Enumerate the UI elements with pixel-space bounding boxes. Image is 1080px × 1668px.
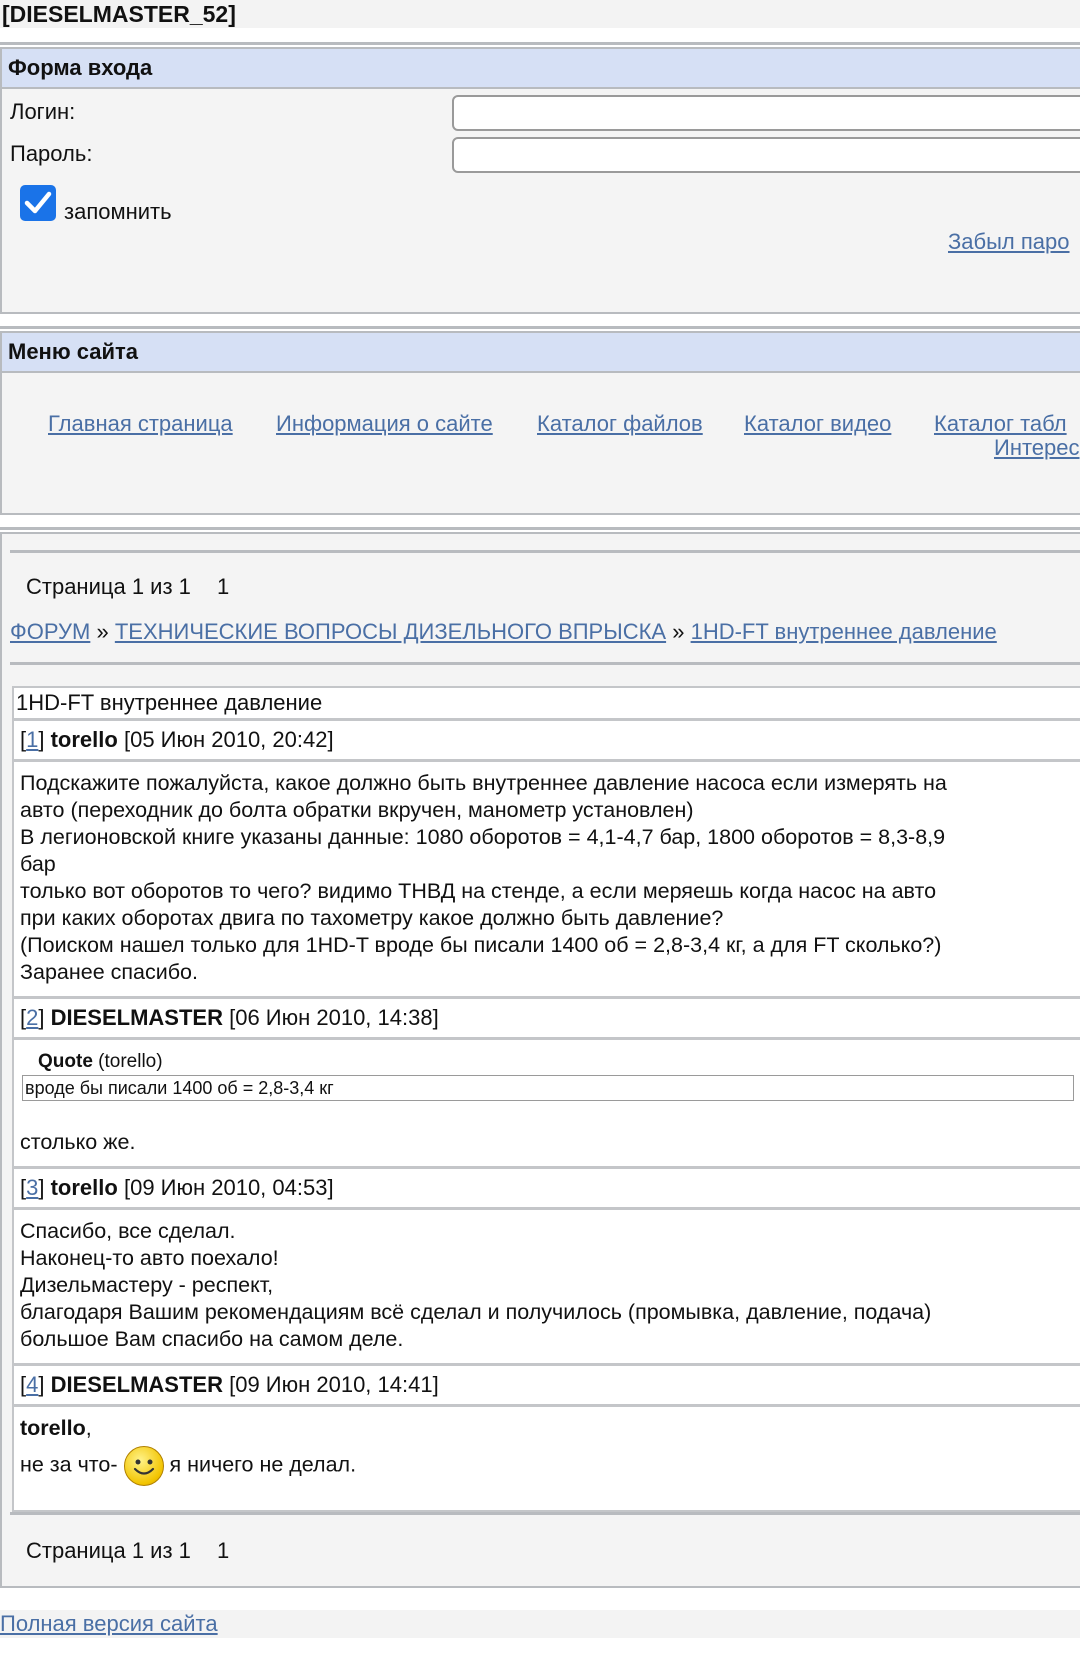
smiley-icon [124,1446,164,1486]
post-author: DIESELMASTER [50,1005,223,1030]
menu-item-video[interactable]: Каталог видео [744,411,892,436]
post-line: авто (переходник до болта обратки вкручен, манометр установлен) [20,798,694,822]
breadcrumb-separator: » [96,619,109,644]
login-block [0,47,1080,314]
divider [0,42,1080,45]
post-author: torello [50,727,118,752]
login-block-header: Форма входа [2,49,1080,89]
pager-top [26,574,229,600]
divider [0,326,1080,329]
breadcrumb [10,619,997,645]
divider [10,662,1080,665]
checkmark-icon [24,190,52,216]
pager-page: 1 [217,1538,230,1563]
post-body [14,1040,1080,1169]
pager-text: Страница 1 из 1 [26,574,191,599]
post-date: [05 Июн 2010, 20:42] [123,727,334,752]
post-header: [4] DIESELMASTER [09 Июн 2010, 14:41] [14,1366,1080,1407]
password-input[interactable] [452,137,1080,173]
post-author: torello [50,1175,118,1200]
menu-item-about[interactable]: Информация о сайте [276,411,493,436]
quote-author: (torello) [98,1051,163,1072]
post-line: Подскажите пожалуйста, какое должно быть внутреннее давление насоса если измерять на [20,771,947,795]
post-addressee: torello [20,1416,86,1440]
post-date: [09 Июн 2010, 14:41] [229,1372,439,1397]
post-number-link[interactable]: 1 [26,727,39,752]
topic-title: 1HD-FT внутреннее давление [14,688,1080,721]
post-line: Наконец-то авто поехало! [20,1246,279,1270]
login-input[interactable] [452,95,1080,131]
forum-block [0,532,1080,1588]
topic-container [12,686,1080,1512]
site-menu-block [0,331,1080,515]
post-line: Заранее спасибо. [20,960,198,984]
password-label: Пароль: [10,141,93,166]
post-header: [3] torello [09 Июн 2010, 04:53] [14,1169,1080,1210]
post-line: столько же. [20,1130,136,1154]
menu-item-interesting[interactable]: Интерес [994,435,1080,460]
post-body [14,762,1080,999]
post-line: В легионовской книге указаны данные: 1080 оборотов = 4,1-4,7 бар, 1800 оборотов = 8,3-8,9 [20,825,946,849]
post-header: [2] DIESELMASTER [06 Июн 2010, 14:38] [14,999,1080,1040]
breadcrumb-section[interactable]: ТЕХНИЧЕСКИЕ ВОПРОСЫ ДИЗЕЛЬНОГО ВПРЫСКА [114,619,667,644]
full-version-link[interactable]: Полная версия сайта [0,1611,218,1636]
post-number-link[interactable]: 4 [26,1372,39,1397]
post-text: не за что- [20,1452,118,1477]
post-line: при каких оборотах двига по тахометру какое должно быть давление? [20,906,724,930]
quote-label: Quote [38,1051,93,1072]
site-menu-header: Меню сайта [2,333,1080,373]
pager-text: Страница 1 из 1 [26,1538,191,1563]
post-body: torello, не за что- я ничего не делал. [14,1407,1080,1510]
breadcrumb-separator: » [672,619,685,644]
menu-item-home[interactable]: Главная страница [48,411,233,436]
post-line: бар [20,852,56,876]
breadcrumb-forum[interactable]: ФОРУМ [10,619,91,644]
remember-label: запомнить [64,199,172,224]
divider [10,550,1080,553]
menu-item-tables[interactable]: Каталог табл [934,411,1067,436]
post-line: (Поиском нашел только для 1HD-T вроде бы писали 1400 об = 2,8-3,4 кг, а для FT сколько?) [20,933,942,957]
post-line: большое Вам спасибо на самом деле. [20,1327,404,1351]
menu-item-files[interactable]: Каталог файлов [537,411,703,436]
divider [0,527,1080,530]
pager-bottom [26,1538,229,1564]
remember-checkbox[interactable] [20,185,56,221]
post-author: DIESELMASTER [50,1372,223,1397]
login-label: Логин: [10,99,76,124]
post-number-link[interactable]: 2 [26,1005,39,1030]
footer [0,1610,1080,1638]
quote-header [20,1048,1074,1075]
divider [10,1512,1080,1515]
post-header: [1] torello [05 Июн 2010, 20:42] [14,721,1080,762]
site-title: [DIESELMASTER_52] [0,0,1080,28]
quote-box: вроде бы писали 1400 об = 2,8-3,4 кг [22,1075,1074,1101]
post-date: [09 Июн 2010, 04:53] [123,1175,334,1200]
post-body [14,1210,1080,1366]
breadcrumb-topic[interactable]: 1HD-FT внутреннее давление [690,619,997,644]
pager-page: 1 [217,574,230,599]
post-line: благодаря Вашим рекомендациям всё сделал и получилось (промывка, давление, подача) [20,1300,932,1324]
post-line: Спасибо, все сделал. [20,1219,236,1243]
post-line: только вот оборотов то чего? видимо ТНВД на стенде, а если меряешь когда насос на авто [20,879,937,903]
post-line: Дизельмастеру - респект, [20,1273,274,1297]
forgot-password-link[interactable]: Забыл паро [948,229,1070,254]
post-text: я ничего не делал. [169,1452,357,1477]
post-number-link[interactable]: 3 [26,1175,39,1200]
post-date: [06 Июн 2010, 14:38] [229,1005,439,1030]
